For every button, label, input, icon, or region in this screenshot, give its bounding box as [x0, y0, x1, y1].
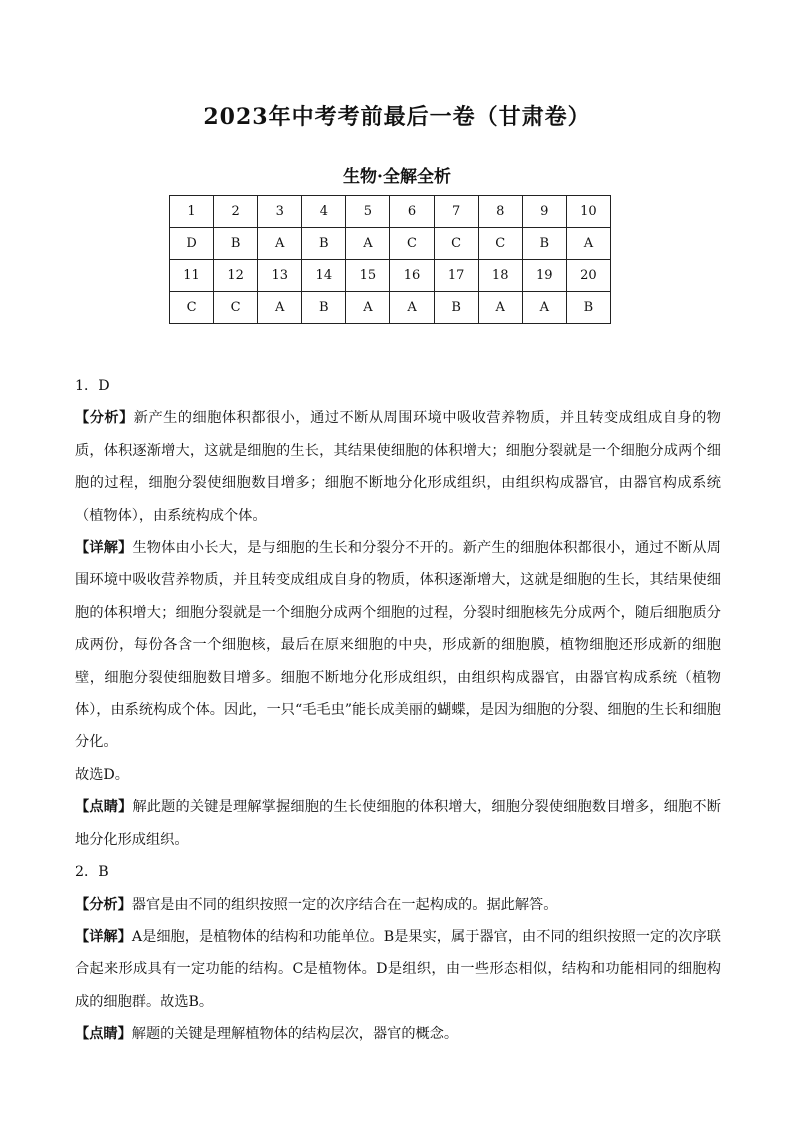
table-cell: 8 [478, 196, 522, 228]
table-cell: A [522, 292, 566, 324]
comment-tag: 【点睛】 [75, 1026, 132, 1043]
table-row [170, 292, 611, 324]
table-cell: C [214, 292, 258, 324]
table-row [170, 196, 611, 228]
detail-text: A是细胞，是植物体的结构和功能单位。B是果实，属于器官，由不同的组织按照一定的次序联合起来形成具有一定功能的结构。C是植物体。D是组织，由一些形态相似，结构和功能相同的细胞构成的细胞群。故选B。 [75, 928, 721, 1010]
table-cell: 19 [522, 260, 566, 292]
table-cell: 3 [258, 196, 302, 228]
table-cell: C [170, 292, 214, 324]
analysis-tag: 【分析】 [75, 896, 132, 913]
comment-text: 解此题的关键是理解掌握细胞的生长使细胞的体积增大，细胞分裂使细胞数目增多，细胞不断地分化形成组织。 [75, 799, 721, 848]
table-cell: 15 [346, 260, 390, 292]
answer-table [169, 195, 611, 324]
table-cell: A [566, 228, 610, 260]
table-cell: 12 [214, 260, 258, 292]
comment-text: 解题的关键是理解植物体的结构层次，器官的概念。 [131, 1026, 459, 1043]
table-cell: 4 [302, 196, 346, 228]
table-cell: A [258, 228, 302, 260]
table-cell: A [346, 228, 390, 260]
table-cell: 6 [390, 196, 434, 228]
table-cell: B [566, 292, 610, 324]
table-cell: 18 [478, 260, 522, 292]
page-title: 2023年中考考前最后一卷（甘肃卷） [203, 104, 591, 130]
table-cell: A [390, 292, 434, 324]
table-cell: 2 [214, 196, 258, 228]
table-row [170, 228, 611, 260]
table-cell: 17 [434, 260, 478, 292]
detail-tag: 【详解】 [75, 540, 133, 557]
solutions-body [75, 370, 721, 1051]
table-cell: B [522, 228, 566, 260]
table-cell: B [214, 228, 258, 260]
table-cell: C [478, 228, 522, 260]
analysis-text: 新产生的细胞体积都很小，通过不断从周围环境中吸收营养物质，并且转变成组成自身的物质，体积逐渐增大，这就是细胞的生长，其结果使细胞的体积增大；细胞分裂就是一个细胞分成两个细胞的过程，细胞分裂使细胞数目增多；细胞不断地分化形成组织，由组织构成器官，由器官构成系统（植物体），由系统构成个体。 [75, 410, 721, 524]
table-cell: B [302, 292, 346, 324]
question-2-analysis [75, 889, 721, 921]
detail-tag: 【详解】 [75, 928, 132, 945]
table-cell: A [346, 292, 390, 324]
analysis-tag: 【分析】 [75, 410, 134, 427]
comment-tag: 【点睛】 [75, 799, 133, 816]
page-subtitle: 生物·全解全析 [343, 167, 451, 187]
question-1-analysis [75, 402, 721, 532]
question-2-detail [75, 921, 721, 1018]
table-cell: A [478, 292, 522, 324]
table-cell: 13 [258, 260, 302, 292]
question-2-comment [75, 1018, 721, 1050]
table-cell: D [170, 228, 214, 260]
table-cell: 14 [302, 260, 346, 292]
table-cell: 16 [390, 260, 434, 292]
table-cell: 11 [170, 260, 214, 292]
question-1-comment [75, 791, 721, 856]
table-cell: 20 [566, 260, 610, 292]
table-cell: 10 [566, 196, 610, 228]
table-cell: C [390, 228, 434, 260]
table-cell: A [258, 292, 302, 324]
table-cell: C [434, 228, 478, 260]
table-cell: 7 [434, 196, 478, 228]
table-cell: 1 [170, 196, 214, 228]
question-1-number: 1．D [75, 378, 110, 394]
detail-text: 生物体由小长大，是与细胞的生长和分裂分不开的。新产生的细胞体积都很小，通过不断从周围环境中吸收营养物质，并且转变成组成自身的物质，体积逐渐增大，这就是细胞的生长，其结果使细胞的体积增大；细胞分裂就是一个细胞分成两个细胞的过程，分裂时细胞核先分成两个，随后细胞质分成两份，每份各含一个细胞核，最后在原来细胞的中央，形成新的细胞膜，植物细胞还形成新的细胞壁，细胞分裂使细胞数目增多。细胞不断地分化形成组织，由组织构成器官，由器官构成系统（植物体），由系统构成个体。因此，一只“毛毛虫”能长成美丽的蝴蝶，是因为细胞的分裂、细胞的生长和细胞分化。 [75, 540, 721, 751]
analysis-text: 器官是由不同的组织按照一定的次序结合在一起构成的。据此解答。 [131, 896, 558, 913]
table-cell: B [434, 292, 478, 324]
question-1-detail [75, 532, 721, 759]
table-cell: 9 [522, 196, 566, 228]
table-cell: 5 [346, 196, 390, 228]
question-2-number: 2．B [75, 864, 109, 881]
table-row [170, 260, 611, 292]
table-cell: B [302, 228, 346, 260]
question-1-choice: 故选D。 [75, 766, 129, 783]
